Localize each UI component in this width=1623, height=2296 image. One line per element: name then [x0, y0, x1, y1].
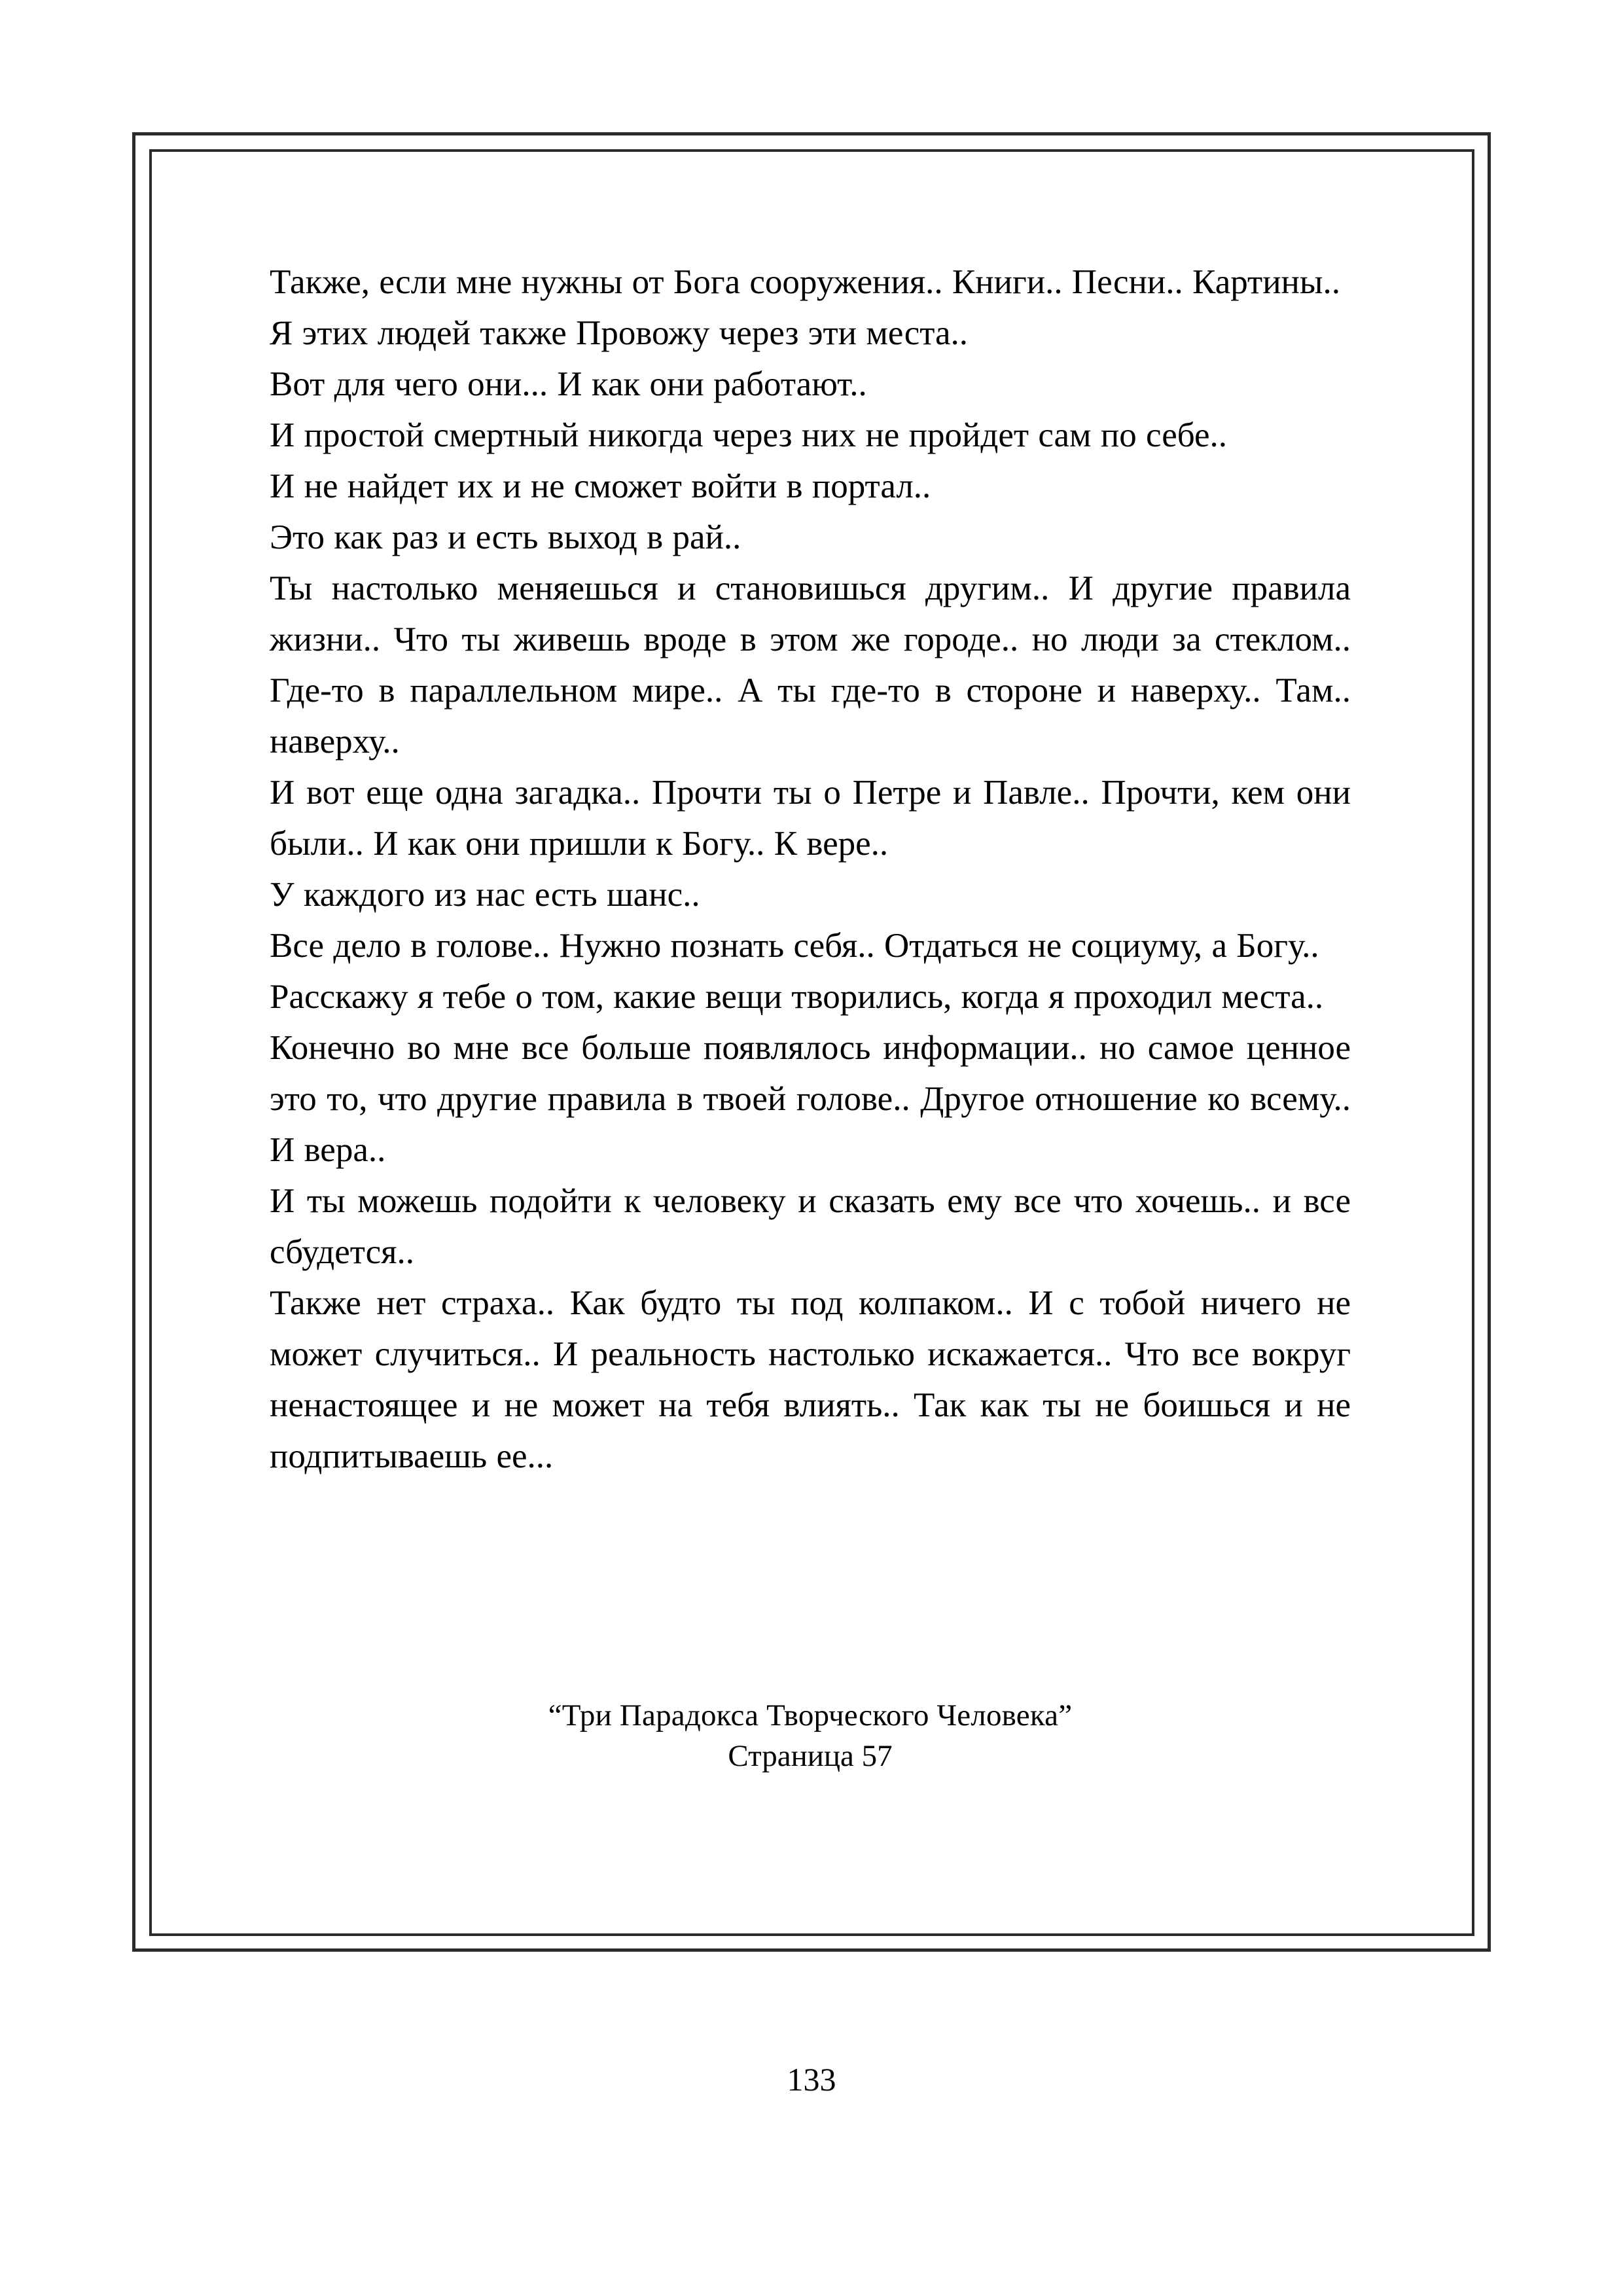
body-text — [270, 257, 1351, 1482]
body-paragraph: У каждого из нас есть шанс.. — [270, 876, 700, 914]
body-paragraph: Ты настолько меняешься и становишься другим.. И другие правила жизни.. Что ты живешь вроде в этом же городе.. но люди за стеклом.. Где-то в параллельном мире.. А ты где-то в стороне и наверху.. Там.. наверху.. — [270, 569, 1351, 761]
body-paragraph: Это как раз и есть выход в рай.. — [270, 518, 741, 556]
body-paragraph: И вот еще одна загадка.. Прочти ты о Петре и Павле.. Прочти, кем они были.. И как они пришли к Богу.. К вере.. — [270, 774, 1351, 863]
body-paragraph: Вот для чего они... И как они работают.. — [270, 365, 867, 403]
body-paragraph: Также, если мне нужны от Бога сооружения.. Книги.. Песни.. Картины.. — [270, 263, 1341, 301]
body-paragraph: И простой смертный никогда через них не пройдет сам по себе.. — [270, 416, 1228, 454]
book-title: “Три Парадокса Творческого Человека” — [548, 1698, 1073, 1732]
page-footer — [270, 1695, 1351, 1776]
folio-number: 133 — [787, 2061, 836, 2098]
footer-page-label: Страница 57 — [728, 1739, 893, 1773]
body-paragraph: Также нет страха.. Как будто ты под колпаком.. И с тобой ничего не может случиться.. И реальность настолько искажается.. Что все вокруг ненастоящее и не может на тебя влиять.. Так как ты не боишься и не подпитываешь ее... — [270, 1284, 1351, 1475]
body-paragraph: И не найдет их и не сможет войти в портал.. — [270, 467, 931, 505]
body-paragraph: Все дело в голове.. Нужно познать себя.. Отдаться не социуму, а Богу.. — [270, 927, 1319, 965]
body-paragraph: Я этих людей также Провожу через эти места.. — [270, 314, 969, 352]
body-paragraph: Расскажу я тебе о том, какие вещи творились, когда я проходил места.. — [270, 978, 1324, 1016]
body-paragraph: Конечно во мне все больше появлялось информации.. но самое ценное это то, что другие правила в твоей голове.. Другое отношение ко всему.. И вера.. — [270, 1029, 1351, 1169]
body-paragraph: И ты можешь подойти к человеку и сказать ему все что хочешь.. и все сбудется.. — [270, 1182, 1351, 1271]
